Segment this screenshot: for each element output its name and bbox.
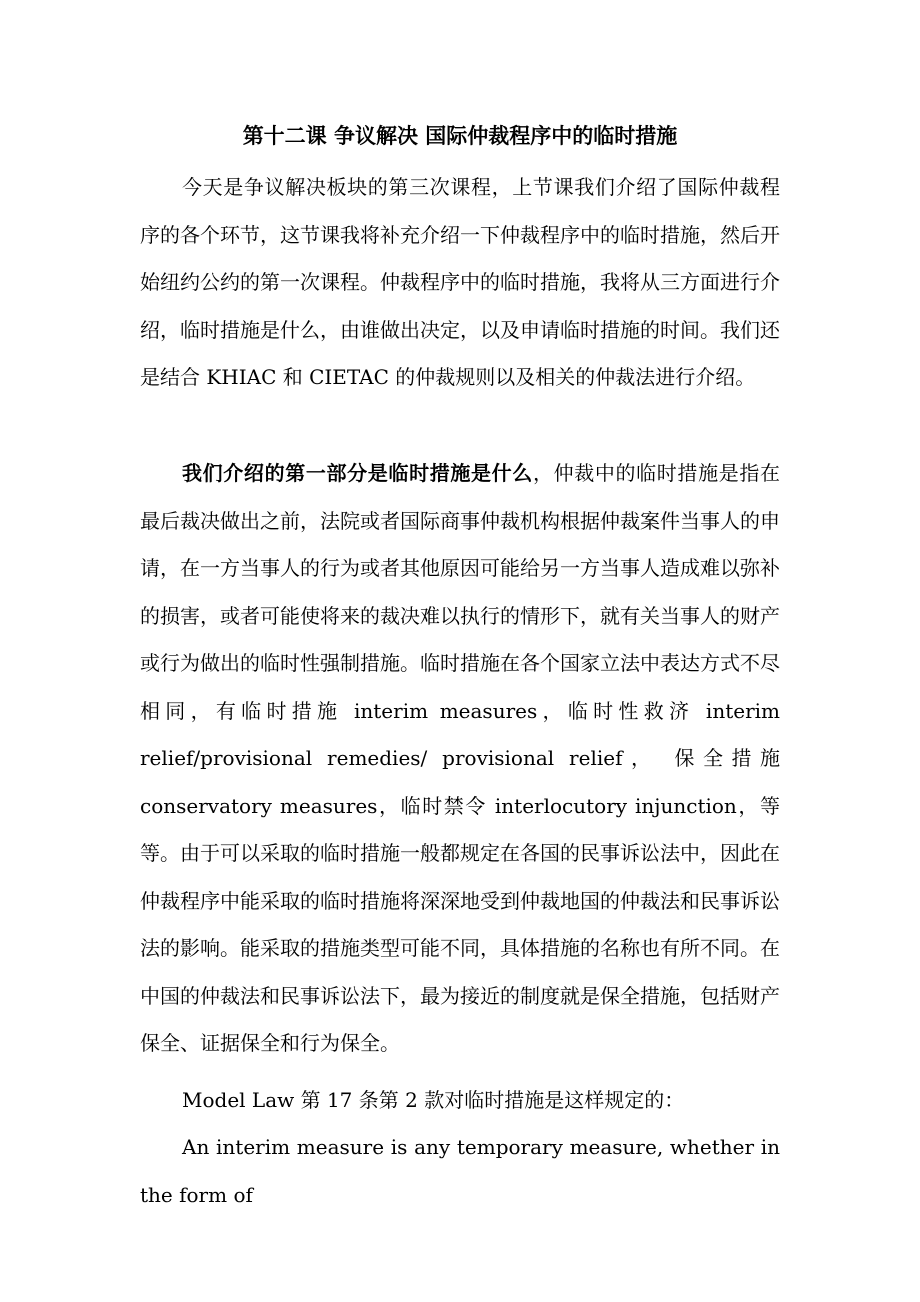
paragraph-interim-measures-definition	[140, 450, 780, 1068]
paragraph-body: ，仲裁中的临时措施是指在最后裁决做出之前，法院或者国际商事仲裁机构根据仲裁案件当事人的申请，在一方当事人的行为或者其他原因可能给另一方当事人造成难以弥补的损害，或者可能使将来的裁决难以执行的情形下，就有关当事人的财产或行为做出的临时性强制措施。临时措施在各个国家立法中表达方式不尽相同，有临时措施 interim measures，临时性救济 interim relief/provisional remedies/ provisional relief， 保全措施 conservatory measures，临时禁令 interlocutory injunction，等等。由于可以采取的临时措施一般都规定在各国的民事诉讼法中，因此在仲裁程序中能采取的临时措施将深深地受到仲裁地国的仲裁法和民事诉讼法的影响。能采取的措施类型可能不同，具体措施的名称也有所不同。在中国的仲裁法和民事诉讼法下，最为接近的制度就是保全措施，包括财产保全、证据保全和行为保全。	[140, 461, 781, 1055]
paragraph-intro: 今天是争议解决板块的第三次课程，上节课我们介绍了国际仲裁程序的各个环节，这节课我将补充介绍一下仲裁程序中的临时措施，然后开始纽约公约的第一次课程。仲裁程序中的临时措施，我将从三方面进行介绍，临时措施是什么，由谁做出决定，以及申请临时措施的时间。我们还是结合 KHIAC 和 CIETAC 的仲裁规则以及相关的仲裁法进行介绍。	[140, 175, 780, 389]
document-title: 第十二课 争议解决 国际仲裁程序中的临时措施	[242, 123, 678, 148]
paragraph-model-law-quote: An interim measure is any temporary measure, whether in the form of	[140, 1135, 780, 1207]
paragraph-lead-bold: 我们介绍的第一部分是临时措施是什么	[182, 461, 533, 485]
paragraph-model-law-reference: Model Law 第 17 条第 2 款对临时措施是这样规定的：	[182, 1088, 685, 1112]
